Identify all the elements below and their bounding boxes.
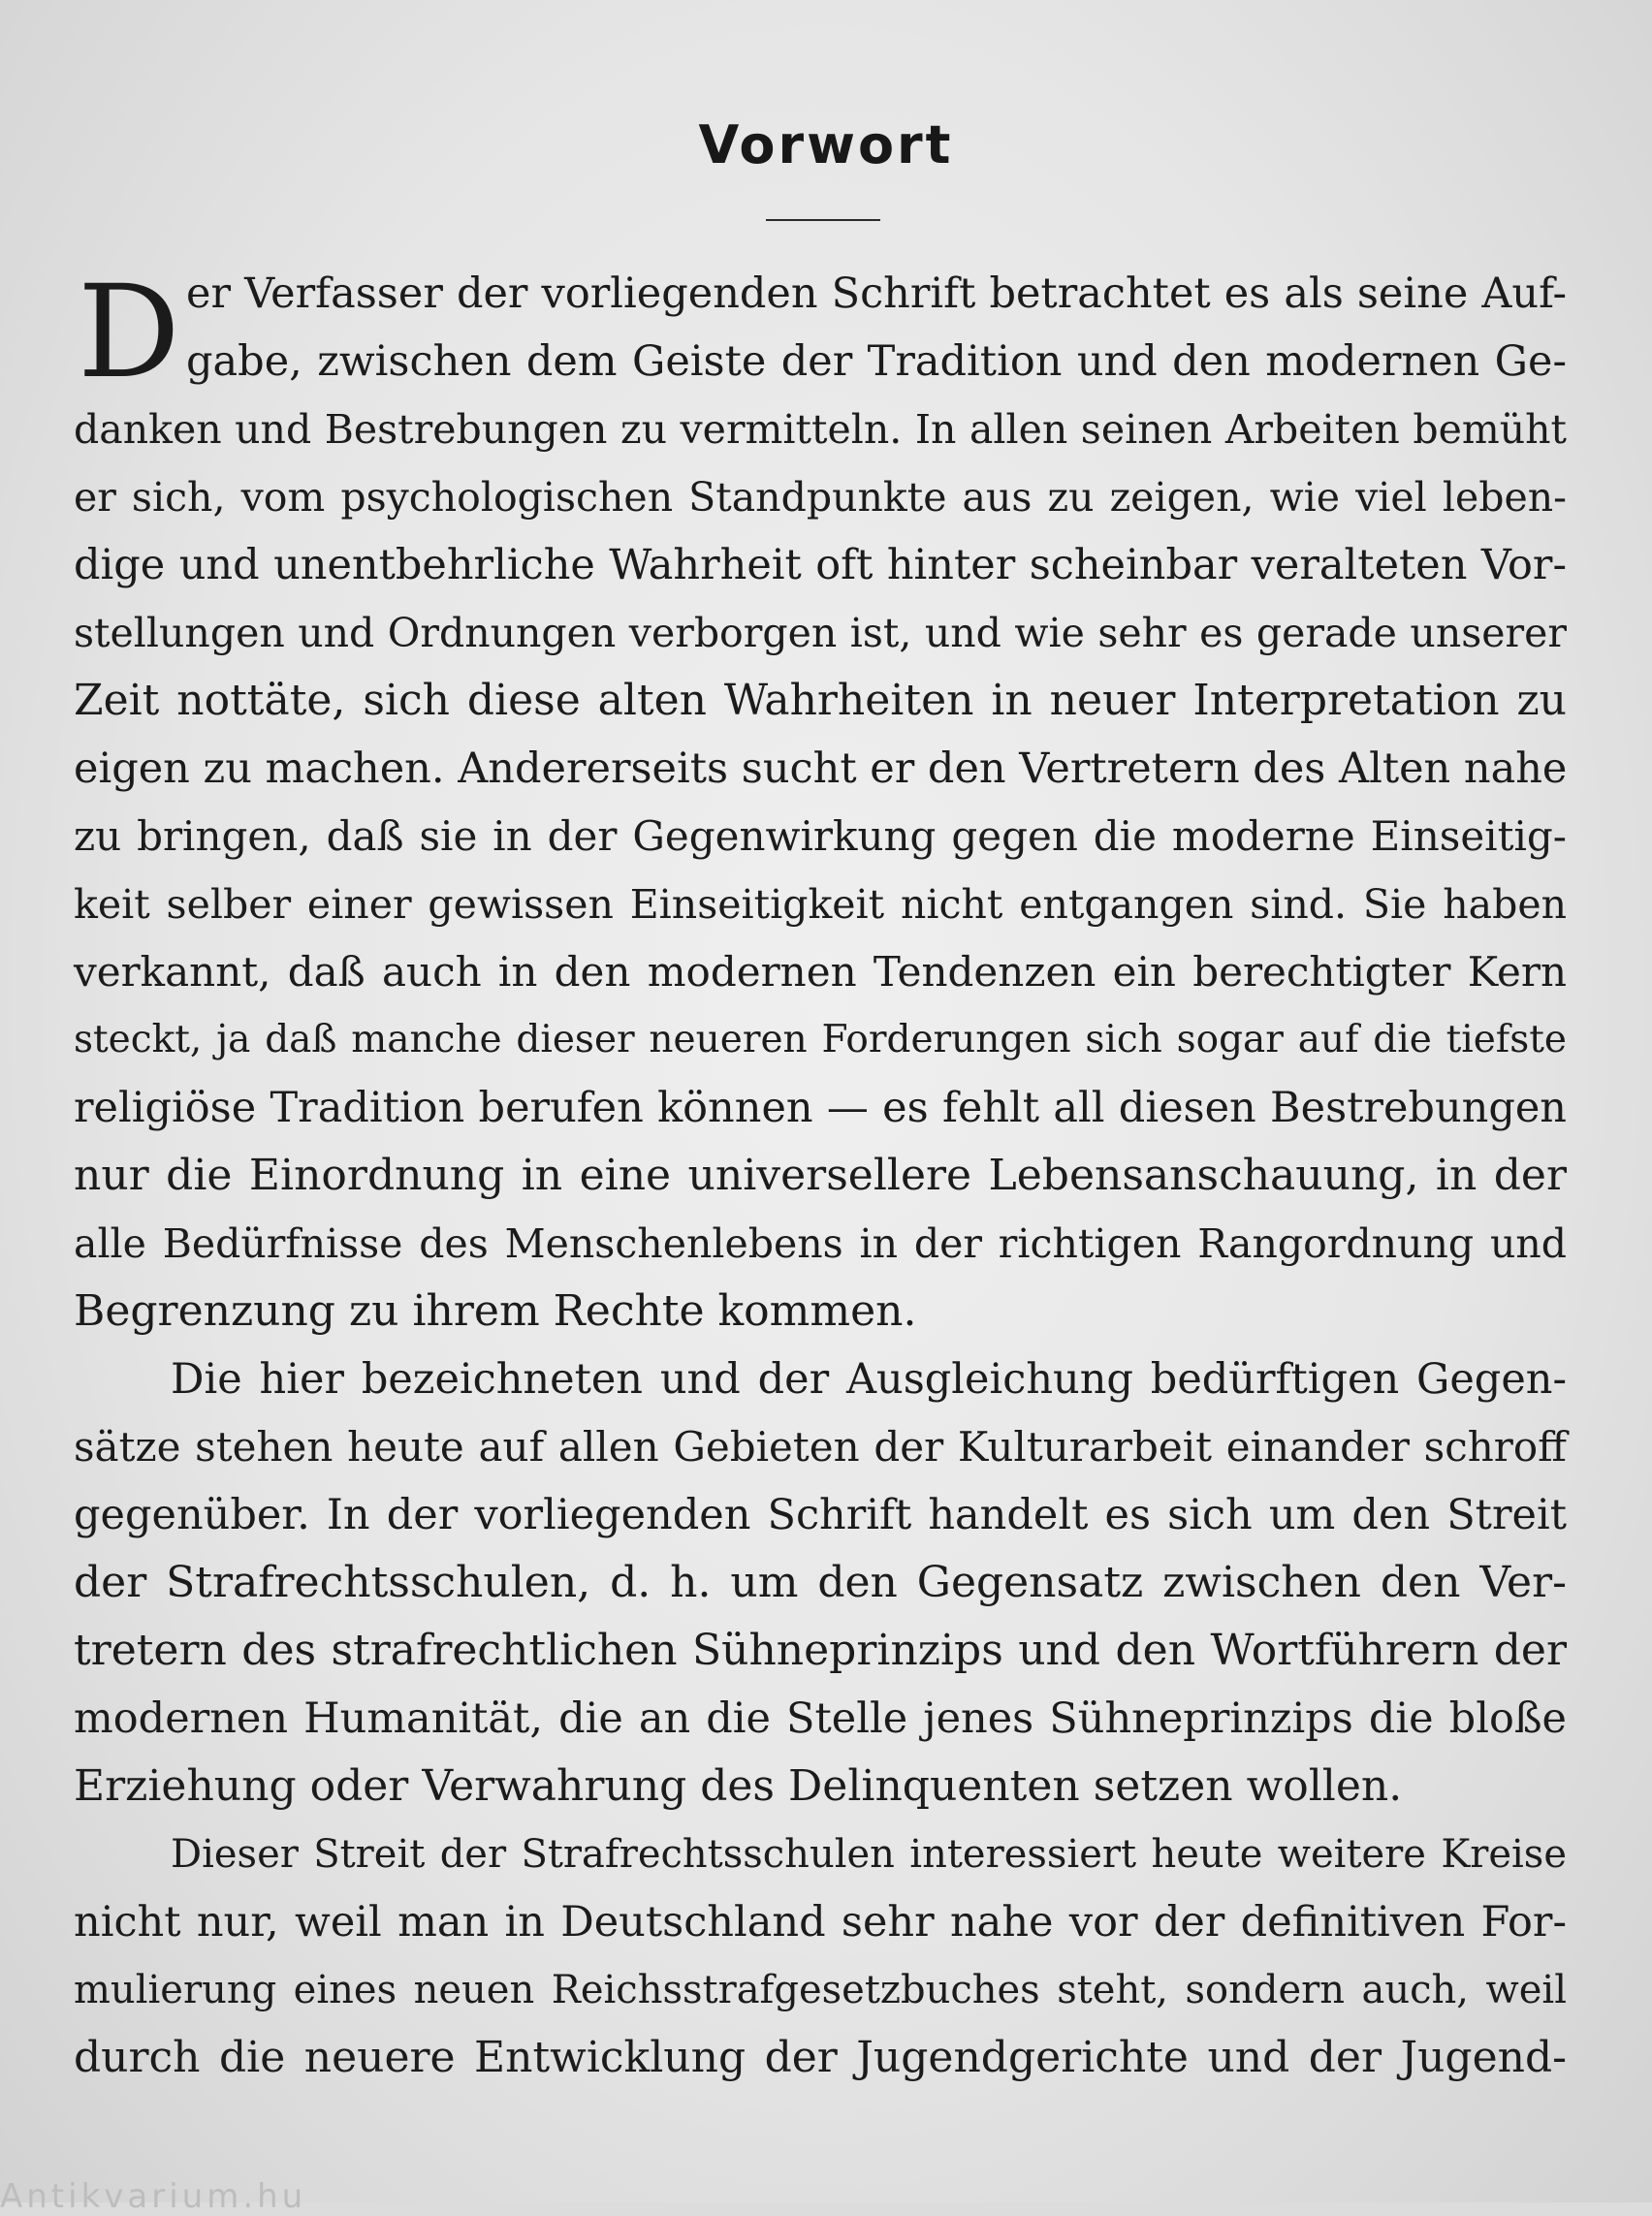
text-line: er sich, vom psychologischen Standpunkte aus zu zeigen, wie viel leben- xyxy=(74,474,1567,521)
text-line: tretern des strafrechtlichen Sühneprinzips und den Wortführern der xyxy=(74,1626,1567,1675)
text-line: zu bringen, daß sie in der Gegenwirkung gegen die moderne Einseitig- xyxy=(74,812,1567,860)
body-text xyxy=(74,260,1567,2092)
text-line: der Strafrechtsschulen, d. h. um den Gegensatz zwischen den Ver- xyxy=(74,1558,1567,1607)
text-line: religiöse Tradition berufen können — es fehlt all diesen Bestrebungen xyxy=(74,1084,1567,1132)
text-line: nicht nur, weil man in Deutschland sehr nahe vor der definitiven For- xyxy=(74,1898,1567,1947)
text-line: er Verfasser der vorliegenden Schrift betrachtet es als seine Auf- xyxy=(186,269,1567,318)
text-line: modernen Humanität, die an die Stelle jenes Sühneprinzips die bloße xyxy=(74,1694,1567,1743)
page-title: Vorwort xyxy=(698,114,954,175)
title-divider xyxy=(766,219,880,221)
paragraph-1 xyxy=(74,260,1567,1345)
text-line: verkannt, daß auch in den modernen Tendenzen ein berechtigter Kern xyxy=(74,948,1567,996)
paragraph-3 xyxy=(74,1820,1567,2092)
text-line: Erziehung oder Verwahrung des Delinquenten setzen wollen. xyxy=(74,1761,1403,1811)
text-line: steckt, ja daß manche dieser neueren Forderungen sich sogar auf die tiefste xyxy=(74,1018,1567,1061)
text-line: eigen zu machen. Andererseits sucht er den Vertretern des Alten nahe xyxy=(74,744,1568,793)
text-line: alle Bedürfnisse des Menschenlebens in der richtigen Rangordnung und xyxy=(74,1220,1567,1267)
text-line: Dieser Streit der Strafrechtsschulen interessiert heute weitere Kreise xyxy=(171,1832,1567,1877)
text-line: nur die Einordnung in eine universellere Lebensanschauung, in der xyxy=(74,1151,1567,1200)
text-line: Begrenzung zu ihrem Rechte kommen. xyxy=(74,1286,917,1336)
text-line: mulierung eines neuen Reichsstrafgesetzbuches steht, sondern auch, weil xyxy=(74,1968,1567,2012)
text-line: gabe, zwischen dem Geiste der Tradition und den modernen Ge- xyxy=(186,337,1567,386)
text-line: durch die neuere Entwicklung der Jugendgerichte und der Jugend- xyxy=(74,2033,1567,2082)
text-line: Die hier bezeichneten und der Ausgleichung bedürftigen Gegen- xyxy=(171,1355,1567,1404)
paragraph-2 xyxy=(74,1345,1567,1820)
text-line: stellungen und Ordnungen verborgen ist, und wie sehr es gerade unserer xyxy=(74,610,1567,656)
text-line: dige und unentbehrliche Wahrheit oft hinter scheinbar veralteten Vor- xyxy=(74,541,1567,589)
text-line: keit selber einer gewissen Einseitigkeit nicht entgangen sind. Sie haben xyxy=(74,881,1567,928)
text-line: sätze stehen heute auf allen Gebieten der Kulturarbeit einander schroff xyxy=(74,1423,1567,1471)
text-line: Zeit nottäte, sich diese alten Wahrheiten in neuer Interpretation zu xyxy=(74,676,1567,725)
watermark: Antikvarium.hu xyxy=(0,2177,307,2216)
drop-cap: D xyxy=(78,258,180,407)
text-line: gegenüber. In der vorliegenden Schrift handelt es sich um den Streit xyxy=(74,1491,1567,1539)
text-line: danken und Bestrebungen zu vermitteln. In allen seinen Arbeiten bemüht xyxy=(74,406,1567,453)
